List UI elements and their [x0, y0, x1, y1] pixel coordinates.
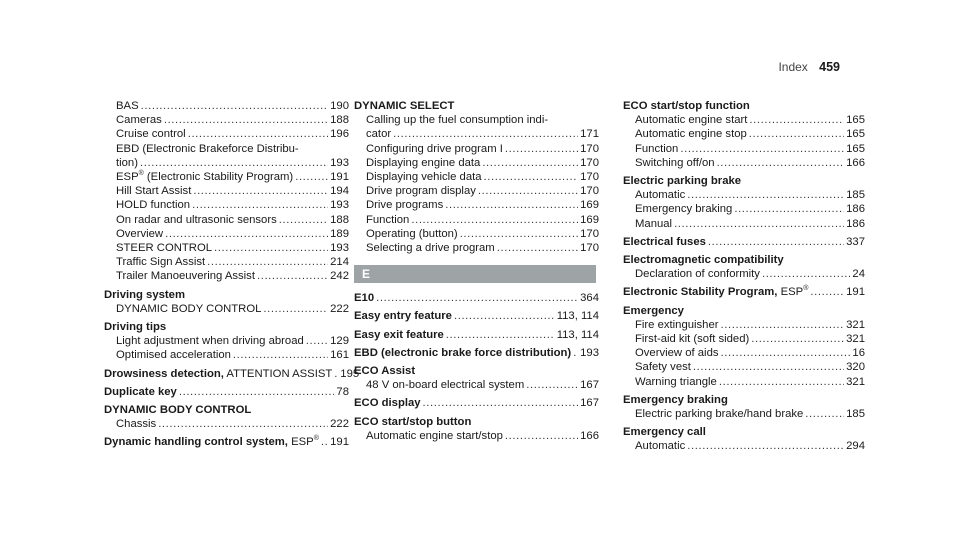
index-entry: Easy entry feature ..... 113, 114 — [354, 309, 599, 323]
page-number: 459 — [819, 60, 840, 74]
index-entry: Cruise control ..... 196 — [104, 127, 349, 141]
index-entry: Automatic engine start/stop ..... 166 — [354, 429, 599, 443]
index-entry: Switching off/on ..... 166 — [623, 156, 865, 170]
index-heading: Emergency call — [623, 426, 706, 439]
index-entry: Light adjustment when driving abroad ..... 129 — [104, 334, 349, 348]
index-entry: Electric parking brake/hand brake ..... 185 — [623, 407, 865, 421]
index-entry: Chassis ..... 222 — [104, 417, 349, 431]
index-entry: STEER CONTROL ..... 193 — [104, 241, 349, 255]
index-entry: Hill Start Assist ..... 194 — [104, 184, 349, 198]
index-entry: HOLD function ..... 193 — [104, 198, 349, 212]
index-entry: Displaying engine data ..... 170 — [354, 156, 599, 170]
index-entry: BAS ..... 190 — [104, 99, 349, 113]
index-entry: Function ..... 169 — [354, 213, 599, 227]
index-entry: Function ..... 165 — [623, 142, 865, 156]
index-entry: Declaration of conformity ..... 24 — [623, 267, 865, 281]
section-letter-bar: E — [354, 265, 596, 283]
page-header — [778, 60, 840, 74]
index-heading: Emergency braking — [623, 393, 728, 406]
index-entry: ESP® (Electronic Stability Program) ..... 191 — [104, 170, 349, 184]
index-entry: Traffic Sign Assist ..... 214 — [104, 255, 349, 269]
index-entry: Electronic Stability Program, ESP® ..... 191 — [623, 285, 865, 299]
index-entry: Fire extinguisher ..... 321 — [623, 318, 865, 332]
index-heading: Emergency — [623, 304, 684, 317]
index-entry: Automatic engine start ..... 165 — [623, 113, 865, 127]
index-entry: E10 ..... 364 — [354, 291, 599, 305]
index-entry: On radar and ultrasonic sensors ..... 188 — [104, 213, 349, 227]
index-entry: EBD (electronic brake force distribution) ..... 193 — [354, 346, 599, 360]
index-entry: Displaying vehicle data ..... 170 — [354, 170, 599, 184]
index-heading: DYNAMIC SELECT — [354, 100, 455, 112]
index-entry: Automatic ..... 294 — [623, 439, 865, 453]
index-entry: Drowsiness detection, ATTENTION ASSIST ..... 195 — [104, 367, 349, 381]
index-entry: Easy exit feature ..... 113, 114 — [354, 328, 599, 342]
index-entry: Automatic ..... 185 — [623, 188, 865, 202]
index-entry: Optimised acceleration ..... 161 — [104, 348, 349, 362]
index-entry: Drive program display ..... 170 — [354, 184, 599, 198]
index-entry-text: Calling up the fuel consumption indi- — [366, 114, 549, 127]
index-entry: Warning triangle ..... 321 — [623, 375, 865, 389]
index-entry: Manual ..... 186 — [623, 217, 865, 231]
index-entry: Trailer Manoeuvering Assist ..... 242 — [104, 269, 349, 283]
index-entry: Electrical fuses ..... 337 — [623, 235, 865, 249]
index-entry: ECO display ..... 167 — [354, 396, 599, 410]
index-entry: Drive programs ..... 169 — [354, 198, 599, 212]
index-entry: Operating (button) ..... 170 — [354, 227, 599, 241]
index-entry: cator ..... 171 — [354, 127, 599, 141]
index-entry: 48 V on-board electrical system ..... 167 — [354, 378, 599, 392]
index-entry: Cameras ..... 188 — [104, 113, 349, 127]
index-heading: ECO start/stop function — [623, 100, 750, 112]
index-heading: Driving system — [104, 288, 185, 301]
index-entry: Emergency braking ..... 186 — [623, 202, 865, 216]
index-entry: Automatic engine stop ..... 165 — [623, 127, 865, 141]
index-entry: First-aid kit (soft sided) ..... 321 — [623, 332, 865, 346]
index-heading: ECO start/stop button — [354, 415, 472, 428]
index-entry: Safety vest ..... 320 — [623, 360, 865, 374]
index-entry: Overview of aids ..... 16 — [623, 346, 865, 360]
index-heading: DYNAMIC BODY CONTROL — [104, 404, 252, 417]
index-heading: ECO Assist — [354, 365, 416, 378]
index-entry: Dynamic handling control system, ESP® ..... 191 — [104, 435, 349, 449]
index-heading: Electric parking brake — [623, 175, 742, 188]
index-entry: Overview ..... 189 — [104, 227, 349, 241]
index-entry: DYNAMIC BODY CONTROL ..... 222 — [104, 302, 349, 316]
index-entry: Configuring drive program I ..... 170 — [354, 142, 599, 156]
index-column-3 — [623, 99, 865, 454]
index-column-2 — [354, 99, 599, 443]
index-heading: Electromagnetic compatibility — [623, 254, 784, 267]
index-entry: Selecting a drive program ..... 170 — [354, 241, 599, 255]
index-column-1 — [104, 99, 360, 450]
index-heading: Driving tips — [104, 321, 167, 334]
index-entry: tion) ..... 193 — [104, 156, 349, 170]
index-entry: Duplicate key ..... 78 — [104, 385, 349, 399]
index-entry-text: EBD (Electronic Brakeforce Distribu- — [116, 142, 299, 155]
index-label: Index — [778, 60, 808, 74]
